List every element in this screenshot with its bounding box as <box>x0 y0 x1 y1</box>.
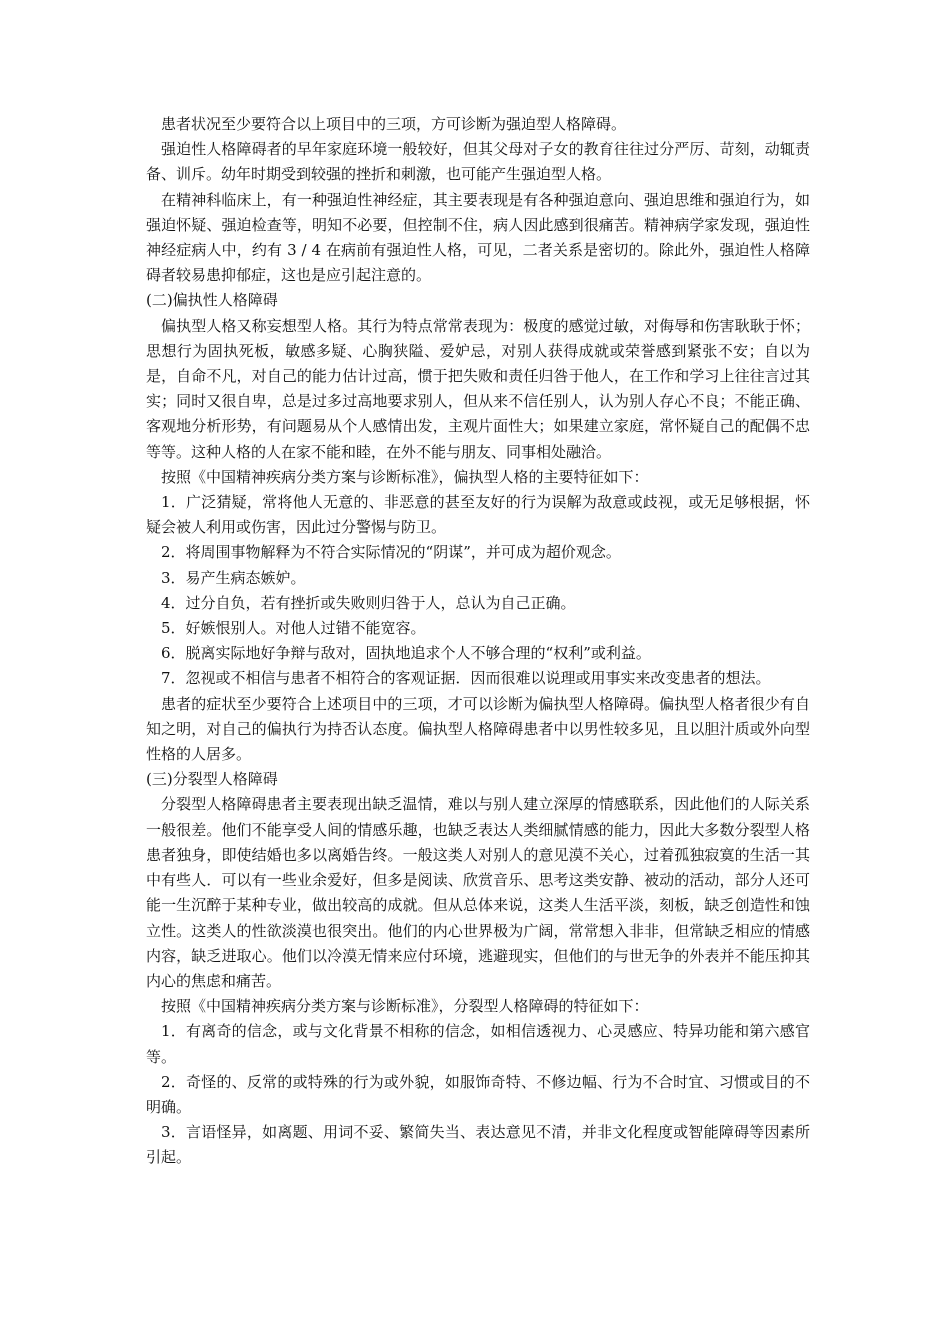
list-item: 3．易产生病态嫉妒。 <box>161 568 306 587</box>
paragraph: 在精神科临床上，有一种强迫性神经症，其主要表现是有各种强迫意向、强迫思维和强迫行为，如强迫怀疑、强迫检查等，明知不必要，但控制不住，病人因此感到很痛苦。精神病学家发现，强迫性神经症病人中，约有 3 / 4 在病前有强迫性人格，可见，二者关系是密切的。除此外，强迫性人格障碍者较易患抑郁症，这也是应引起注意的。 <box>146 190 810 285</box>
paragraph: 患者状况至少要符合以上项目中的三项，方可诊断为强迫型人格障碍。 <box>161 115 627 133</box>
paragraph: 按照《中国精神疾病分类方案与诊断标准》，偏执型人格的主要特征如下： <box>161 467 649 486</box>
document-body <box>146 112 810 1171</box>
section-heading: (三)分裂型人格障碍 <box>146 770 278 789</box>
list-item: 5．好嫉恨别人。对他人过错不能宽容。 <box>161 619 426 638</box>
list-item: 1．有离奇的信念，或与文化背景不相称的信念，如相信透视力、心灵感应、特异功能和第六感官等。 <box>146 1022 810 1066</box>
paragraph: 强迫性人格障碍者的早年家庭环境一般较好，但其父母对子女的教育往往过分严厉、苛刻，动辄责备、训斥。幼年时期受到较强的挫折和刺激，也可能产生强迫型人格。 <box>146 140 810 184</box>
paragraph: 按照《中国精神疾病分类方案与诊断标准》，分裂型人格障碍的特征如下： <box>161 997 649 1016</box>
section-heading: (二)偏执性人格障碍 <box>146 291 278 310</box>
paragraph: 偏执型人格又称妄想型人格。其行为特点常常表现为：极度的感觉过敏，对侮辱和伤害耿耿于怀；思想行为固执死板，敏感多疑、心胸狭隘、爱妒忌，对别人获得成就或荣誉感到紧张不安；自以为是，自命不凡，对自己的能力估计过高，惯于把失败和责任归咎于他人，在工作和学习上往往言过其实；同时又很自卑，总是过多过高地要求别人，但从来不信任别人，认为别人存心不良；不能正确、客观地分析形势，有问题易从个人感情出发，主观片面性大；如果建立家庭，常怀疑自己的配偶不忠等等。这种人格的人在家不能和睦，在外不能与朋友、同事相处融洽。 <box>146 316 810 461</box>
list-item: 2．将周围事物解释为不符合实际情况的“阴谋”，并可成为超价观念。 <box>161 543 621 562</box>
paragraph: 分裂型人格障碍患者主要表现出缺乏温情，难以与别人建立深厚的情感联系，因此他们的人际关系一般很差。他们不能享受人间的情感乐趣，也缺乏表达人类细腻情感的能力，因此大多数分裂型人格患者独身，即使结婚也多以离婚告终。一般这类人对别人的意见漠不关心，过着孤独寂寞的生活一其中有些人．可以有一些业余爱好，但多是阅读、欣赏音乐、思考这类安静、被动的活动，部分人还可能一生沉醉于某种专业，做出较高的成就。但从总体来说，这类人生活平淡，刻板，缺乏创造性和蚀立性。这类人的性欲淡漠也很突出。他们的内心世界极为广阔，常常想入非非，但常缺乏相应的情感内容，缺乏进取心。他们以冷漠无情来应付环境，逃避现实，但他们的与世无争的外表并不能压抑其内心的焦虑和痛苦。 <box>146 795 810 990</box>
list-item: 3．言语怪异，如离题、用词不妥、繁简失当、表达意见不清，并非文化程度或智能障碍等因素所引起。 <box>146 1123 810 1167</box>
list-item: 6．脱离实际地好争辩与敌对，固执地追求个人不够合理的“权利”或利益。 <box>161 644 651 663</box>
list-item: 7．忽视或不相信与患者不相符合的客观证据．因而很难以说理或用事实来改变患者的想法。 <box>161 669 771 688</box>
list-item: 2．奇怪的、反常的或特殊的行为或外貌，如服饰奇特、不修边幅、行为不合时宜、习惯或目的不明确。 <box>146 1072 810 1116</box>
paragraph: 患者的症状至少要符合上述项目中的三项，才可以诊断为偏执型人格障碍。偏执型人格者很少有自知之明，对自己的偏执行为持否认态度。偏执型人格障碍患者中以男性较多见，且以胆汁质或外向型性格的人居多。 <box>146 694 810 764</box>
list-item: 1．广泛猜疑，常将他人无意的、非恶意的甚至友好的行为误解为敌意或歧视，或无足够根据，怀疑会被人利用或伤害，因此过分警惕与防卫。 <box>146 493 810 537</box>
list-item: 4．过分自负，若有挫折或失败则归咎于人，总认为自己正确。 <box>161 593 576 612</box>
